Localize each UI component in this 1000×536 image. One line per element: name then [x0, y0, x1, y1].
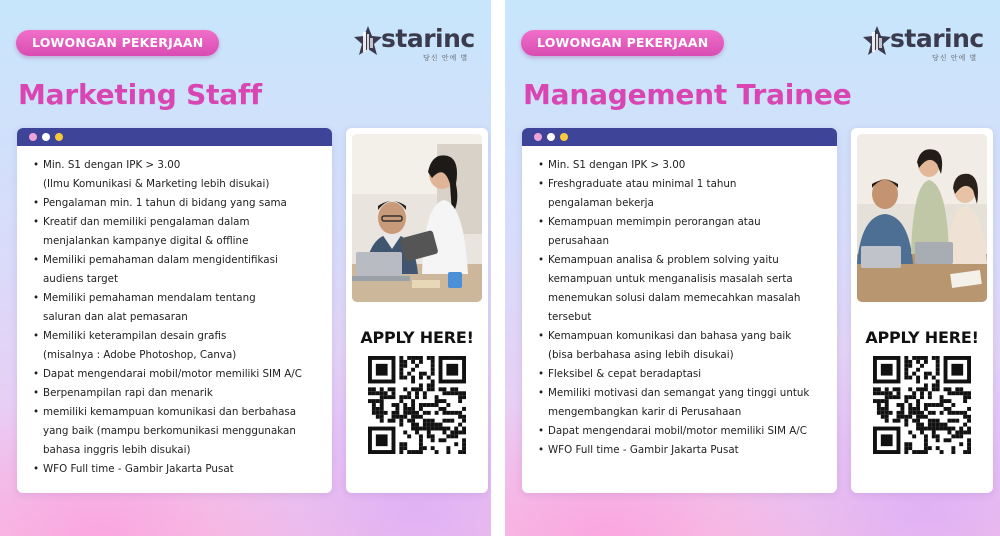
window-dot-icon [55, 133, 63, 141]
requirement-item [540, 365, 829, 384]
requirement-item [35, 213, 324, 251]
job-title: Management Trainee [523, 78, 852, 111]
requirement-line: mengembangkan karir di Perusahaan [548, 406, 742, 418]
requirement-line: • Fleksibel & cepat beradaptasi [548, 368, 702, 380]
requirement-line: • WFO Full time - Gambir Jakarta Pusat [43, 463, 234, 475]
job-poster-management-trainee [505, 0, 1000, 536]
requirement-line: • Memiliki pemahaman mendalam tentang [43, 292, 256, 304]
requirement-line: • Kreatif dan memiliki pengalaman dalam [43, 216, 250, 228]
job-title: Marketing Staff [18, 78, 262, 111]
requirement-item [35, 251, 324, 289]
star-logo-icon [862, 24, 892, 60]
brand-name: starinc [890, 24, 984, 53]
requirement-item [540, 384, 829, 422]
requirement-item [35, 289, 324, 327]
requirement-item [35, 460, 324, 479]
requirement-line: yang baik (mampu berkomunikasi menggunakan [43, 425, 296, 437]
window-dot-icon [547, 133, 555, 141]
requirement-line: • Kemampuan komunikasi dan bahasa yang baik [548, 330, 792, 342]
job-poster-marketing-staff [0, 0, 491, 536]
qr-code[interactable] [873, 356, 971, 454]
brand-tagline: 당신 안에 별 [423, 54, 469, 62]
window-dot-icon [560, 133, 568, 141]
requirement-item [540, 422, 829, 441]
requirement-line: • memiliki kemampuan komunikasi dan berbahasa [43, 406, 297, 418]
window-dot-icon [534, 133, 542, 141]
requirement-item [540, 156, 829, 175]
requirement-line: • Kemampuan analisa & problem solving yaitu [548, 254, 779, 266]
brand-name: starinc [381, 24, 475, 53]
requirement-line: (misalnya : Adobe Photoshop, Canva) [43, 349, 237, 361]
requirement-item [35, 327, 324, 365]
office-photo [352, 134, 482, 302]
requirement-line: perusahaan [548, 235, 609, 247]
window-dot-icon [29, 133, 37, 141]
requirement-item [35, 365, 324, 384]
requirement-line: • Min. S1 dengan IPK > 3.00 [43, 159, 181, 171]
requirement-line: kemampuan untuk menganalisis masalah serta [548, 273, 793, 285]
apply-label: APPLY HERE! [360, 328, 474, 347]
brand-tagline: 당신 안에 별 [932, 54, 978, 62]
star-logo-icon [353, 24, 383, 60]
apply-card [346, 128, 488, 493]
requirement-line: audiens target [43, 273, 119, 285]
apply-label: APPLY HERE! [865, 328, 979, 347]
requirement-line: • Dapat mengendarai mobil/motor memiliki SIM A/C [548, 425, 807, 437]
requirement-line: (Ilmu Komunikasi & Marketing lebih disukai) [43, 178, 270, 190]
requirement-line: • Memiliki motivasi dan semangat yang tinggi untuk [548, 387, 810, 399]
panel-divider [491, 0, 505, 536]
requirements-list [17, 146, 332, 479]
brand-logo [862, 24, 992, 68]
requirement-line: • Memiliki pemahaman dalam mengidentifikasi [43, 254, 278, 266]
requirement-line: saluran dan alat pemasaran [43, 311, 188, 323]
requirement-line: bahasa inggris lebih disukai) [43, 444, 191, 456]
card-title-bar [522, 128, 837, 146]
requirement-line: • Freshgraduate atau minimal 1 tahun [548, 178, 737, 190]
requirement-line: menjalankan kampanye digital & offline [43, 235, 249, 247]
card-title-bar [17, 128, 332, 146]
requirement-item [35, 156, 324, 194]
requirement-item [35, 403, 324, 460]
requirements-card [17, 128, 332, 493]
requirement-item [540, 441, 829, 460]
requirement-item [540, 175, 829, 213]
requirement-item [35, 194, 324, 213]
brand-logo [353, 24, 483, 68]
requirement-item [540, 213, 829, 251]
requirement-item [35, 384, 324, 403]
office-photo [857, 134, 987, 302]
requirement-line: tersebut [548, 311, 592, 323]
requirement-line: • WFO Full time - Gambir Jakarta Pusat [548, 444, 739, 456]
window-dot-icon [42, 133, 50, 141]
requirement-item [540, 251, 829, 327]
requirement-item [540, 327, 829, 365]
requirement-line: (bisa berbahasa asing lebih disukai) [548, 349, 734, 361]
requirement-line: pengalaman bekerja [548, 197, 654, 209]
requirements-list [522, 146, 837, 460]
qr-code[interactable] [368, 356, 466, 454]
requirement-line: • Pengalaman min. 1 tahun di bidang yang sama [43, 197, 287, 209]
requirement-line: • Berpenampilan rapi dan menarik [43, 387, 213, 399]
requirement-line: • Dapat mengendarai mobil/motor memiliki SIM A/C [43, 368, 302, 380]
requirement-line: • Min. S1 dengan IPK > 3.00 [548, 159, 686, 171]
requirements-card [522, 128, 837, 493]
apply-card [851, 128, 993, 493]
job-badge: LOWONGAN PEKERJAAN [521, 30, 724, 56]
requirement-line: menemukan solusi dalam memecahkan masalah [548, 292, 801, 304]
job-badge: LOWONGAN PEKERJAAN [16, 30, 219, 56]
requirement-line: • Memiliki keterampilan desain grafis [43, 330, 227, 342]
requirement-line: • Kemampuan memimpin perorangan atau [548, 216, 761, 228]
